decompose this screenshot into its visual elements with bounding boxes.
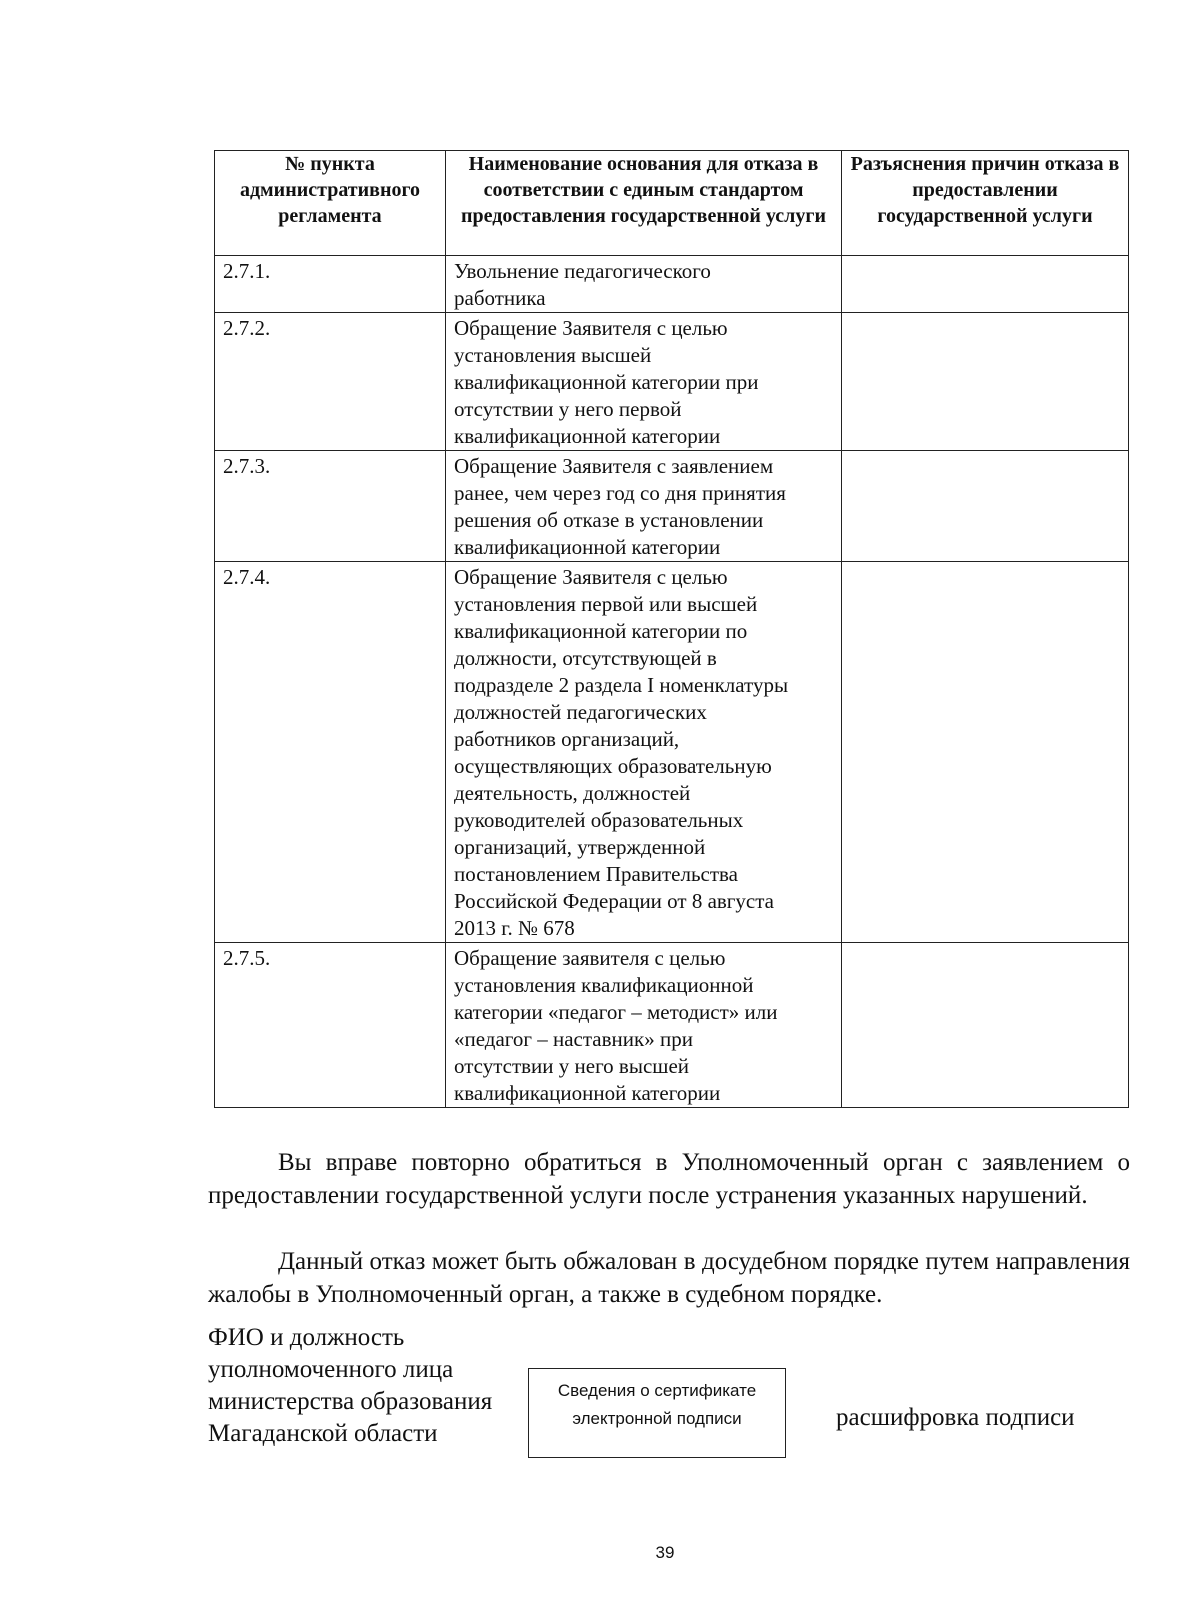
basis-line: «педагог – наставник» при [454, 1027, 693, 1051]
basis-line: квалификационной категории [454, 535, 721, 559]
table-row [215, 562, 1129, 943]
basis-line: руководителей образовательных [454, 808, 744, 832]
basis-line: квалификационной категории по [454, 619, 748, 643]
row-number: 2.7.5. [215, 943, 446, 1108]
signature-decoding-label: расшифровка подписи [836, 1404, 1075, 1431]
reapply-paragraph [208, 1146, 1130, 1212]
basis-line: должности, отсутствующей в [454, 646, 717, 670]
table-row [215, 943, 1129, 1108]
official-line: Магаданской области [208, 1420, 438, 1447]
row-explanation [842, 943, 1129, 1108]
row-basis [446, 943, 842, 1108]
appeal-text: Данный отказ может быть обжалован в досудебном порядке путем направления жалобы в Уполномоченный орган, а также в судебном порядке. [208, 1248, 1130, 1308]
official-line: ФИО и должность [208, 1324, 405, 1351]
basis-line: Обращение Заявителя с целью [454, 565, 728, 589]
basis-line: ранее, чем через год со дня принятия [454, 481, 786, 505]
appeal-paragraph [208, 1245, 1130, 1311]
basis-line: квалификационной категории [454, 1081, 721, 1105]
basis-line: работников организаций, [454, 727, 680, 751]
page-number: 39 [655, 1543, 675, 1562]
basis-line: Обращение заявителя с целью [454, 946, 726, 970]
row-number: 2.7.1. [215, 256, 446, 313]
basis-line: решения об отказе в установлении [454, 508, 764, 532]
basis-line: деятельность, должностей [454, 781, 691, 805]
table-header-row [215, 151, 1129, 256]
basis-line: Российской Федерации от 8 августа [454, 889, 774, 913]
refusal-reasons-table [214, 150, 1129, 1108]
row-explanation [842, 562, 1129, 943]
row-explanation [842, 313, 1129, 451]
basis-line: подразделе 2 раздела I номенклатуры [454, 673, 789, 697]
row-number: 2.7.2. [215, 313, 446, 451]
basis-line: Обращение Заявителя с целью [454, 316, 728, 340]
basis-line: отсутствии у него высшей [454, 1054, 689, 1078]
table-row [215, 256, 1129, 313]
row-number: 2.7.3. [215, 451, 446, 562]
row-basis [446, 562, 842, 943]
basis-line: постановлением Правительства [454, 862, 739, 886]
basis-line: установления первой или высшей [454, 592, 758, 616]
official-line: министерства образования [208, 1388, 493, 1415]
row-basis [446, 451, 842, 562]
row-basis [446, 256, 842, 313]
reapply-text: Вы вправе повторно обратиться в Уполномоченный орган с заявлением о предоставлении государственной услуги после устранения указанных нарушений. [208, 1149, 1130, 1209]
official-title-block [208, 1322, 492, 1450]
certificate-line: электронной подписи [572, 1409, 742, 1428]
basis-line: работника [454, 286, 546, 310]
certificate-line: Сведения о сертификате [557, 1381, 757, 1400]
header-item-number: № пункта административного регламента [215, 151, 446, 256]
basis-line: квалификационной категории [454, 424, 721, 448]
row-number: 2.7.4. [215, 562, 446, 943]
row-explanation [842, 451, 1129, 562]
table-row [215, 451, 1129, 562]
basis-line: отсутствии у него первой [454, 397, 682, 421]
basis-line: 2013 г. № 678 [454, 916, 575, 940]
row-explanation [842, 256, 1129, 313]
basis-line: квалификационной категории при [454, 370, 759, 394]
header-refusal-explanation: Разъяснения причин отказа в предоставлении государственной услуги [842, 151, 1129, 256]
basis-line: должностей педагогических [454, 700, 707, 724]
official-line: уполномоченного лица [208, 1356, 454, 1383]
basis-line: организаций, утвержденной [454, 835, 706, 859]
basis-line: Увольнение педагогического [454, 259, 711, 283]
header-refusal-basis: Наименование основания для отказа в соответствии с единым стандартом предоставления государственной услуги [446, 151, 842, 256]
basis-line: осуществляющих образовательную [454, 754, 772, 778]
basis-line: установления квалификационной [454, 973, 754, 997]
basis-line: категории «педагог – методист» или [454, 1000, 778, 1024]
basis-line: установления высшей [454, 343, 652, 367]
table-row [215, 313, 1129, 451]
basis-line: Обращение Заявителя с заявлением [454, 454, 774, 478]
row-basis [446, 313, 842, 451]
signature-certificate-box [528, 1368, 786, 1458]
